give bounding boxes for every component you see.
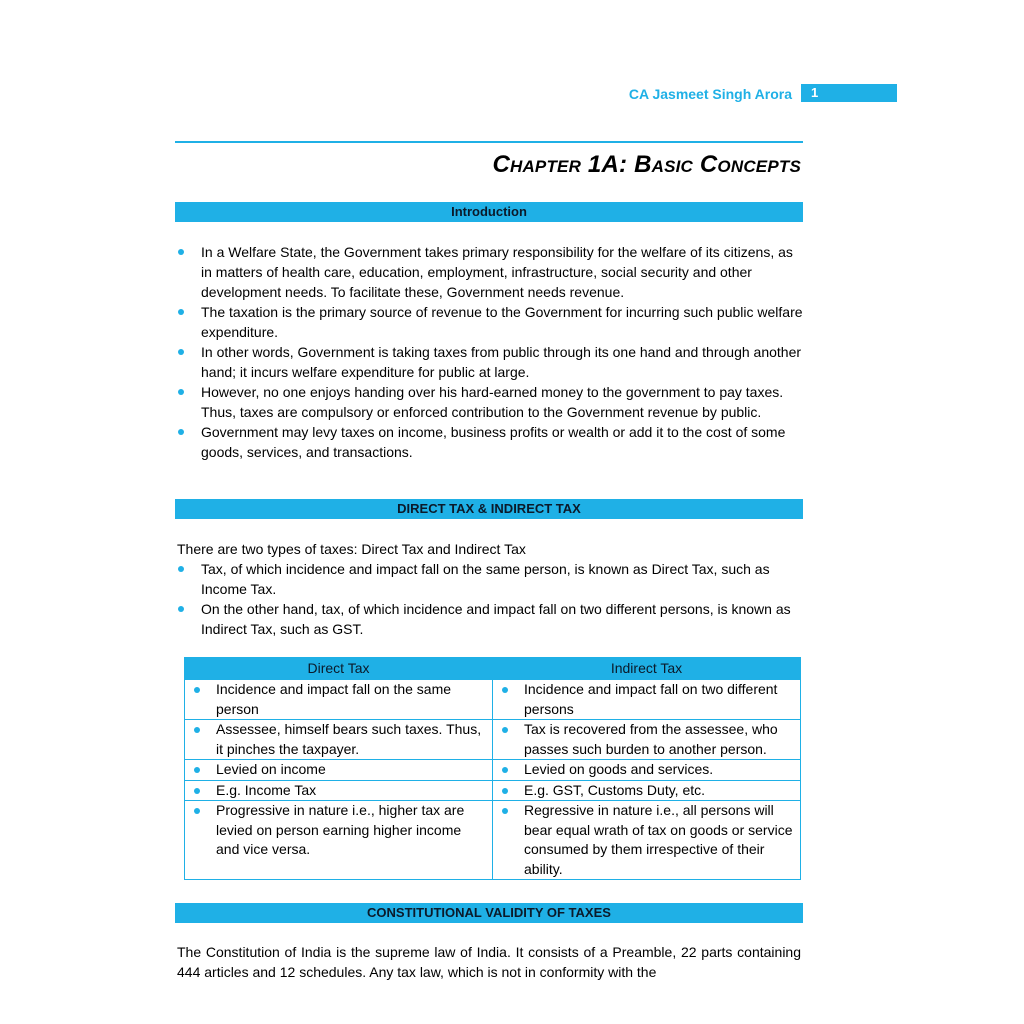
- introduction-list: [175, 242, 805, 462]
- comparison-table: [184, 657, 801, 880]
- list-item-text: Tax, of which incidence and impact fall on the same person, is known as Direct Tax, such as Income Tax.: [201, 561, 770, 597]
- bullet-icon: [194, 767, 200, 773]
- bullet-icon: [178, 566, 184, 572]
- table-row: [185, 760, 801, 781]
- bullet-icon: [194, 687, 200, 693]
- column-header-direct-tax: Direct Tax: [185, 658, 493, 680]
- table-row: [185, 801, 801, 880]
- section-heading-direct-indirect: DIRECT TAX & INDIRECT TAX: [175, 499, 803, 519]
- table-cell: [493, 720, 801, 760]
- cell-text: Assessee, himself bears such taxes. Thus, it pinches the taxpayer.: [216, 721, 482, 757]
- bullet-icon: [194, 808, 200, 814]
- page-number: 1: [801, 84, 897, 102]
- column-header-indirect-tax: Indirect Tax: [493, 658, 801, 680]
- list-item: [175, 559, 805, 599]
- table-cell: [493, 760, 801, 781]
- cell-text: Progressive in nature i.e., higher tax are levied on person earning higher income and vice versa.: [216, 802, 465, 857]
- chapter-rule: [175, 141, 803, 143]
- list-item-text: On the other hand, tax, of which incidence and impact fall on two different persons, is known as Indirect Tax, such as GST.: [201, 601, 791, 637]
- table-row: [185, 680, 801, 720]
- header-author: CA Jasmeet Singh Arora: [628, 86, 792, 102]
- bullet-icon: [502, 788, 508, 794]
- list-item: [175, 382, 805, 422]
- table-row: [185, 780, 801, 801]
- table-cell: [493, 801, 801, 880]
- list-item: [175, 242, 805, 302]
- table-cell: [493, 680, 801, 720]
- table-header-row: [185, 658, 801, 680]
- cell-text: E.g. GST, Customs Duty, etc.: [524, 781, 706, 798]
- bullet-icon: [194, 727, 200, 733]
- list-item: [175, 422, 805, 462]
- list-item-text: In other words, Government is taking taxes from public through its one hand and through another hand; it incurs welfare expenditure for public at large.: [201, 344, 802, 380]
- cell-text: Levied on income: [216, 761, 326, 777]
- bullet-icon: [502, 767, 508, 773]
- list-item: [175, 302, 805, 342]
- bullet-icon: [178, 606, 184, 612]
- bullet-icon: [178, 249, 184, 255]
- bullet-icon: [178, 429, 184, 435]
- constitutional-text: The Constitution of India is the supreme law of India. It consists of a Preamble, 22 parts containing 444 articles and 12 schedules. Any tax law, which is not in conformity with the: [177, 944, 801, 980]
- cell-text: Levied on goods and services.: [524, 761, 714, 777]
- cell-text: Tax is recovered from the assessee, who passes such burden to another person.: [524, 721, 778, 757]
- bullet-icon: [502, 727, 508, 733]
- cell-text: Incidence and impact fall on the same person: [216, 681, 452, 717]
- list-item-text: However, no one enjoys handing over his hard-earned money to the government to pay taxes. Thus, taxes are compulsory or enforced contribution to the Government revenue by public.: [201, 384, 784, 420]
- table-row: [185, 720, 801, 760]
- bullet-icon: [194, 788, 200, 794]
- list-item-text: In a Welfare State, the Government takes primary responsibility for the welfare of its citizens, as in matters of health care, education, employment, infrastructure, social security and other development needs. To facilitate these, Government needs revenue.: [201, 244, 793, 300]
- list-item: [175, 599, 805, 639]
- table-cell: [185, 760, 493, 781]
- bullet-icon: [178, 389, 184, 395]
- section-heading-constitutional: CONSTITUTIONAL VALIDITY OF TAXES: [175, 903, 803, 923]
- cell-text: Regressive in nature i.e., all persons will bear equal wrath of tax on goods or service consumed by them irrespective of their ability.: [524, 802, 793, 877]
- bullet-icon: [178, 309, 184, 315]
- direct-indirect-list: [175, 559, 805, 639]
- table-cell: [185, 720, 493, 760]
- section-heading-introduction: Introduction: [175, 202, 803, 222]
- bullet-icon: [178, 349, 184, 355]
- cell-text: Incidence and impact fall on two different persons: [524, 681, 778, 717]
- table-cell: [185, 680, 493, 720]
- table-cell: [185, 780, 493, 801]
- bullet-icon: [502, 687, 508, 693]
- list-item: [175, 342, 805, 382]
- direct-indirect-intro: There are two types of taxes: Direct Tax and Indirect Tax: [177, 541, 526, 557]
- table-cell: [493, 780, 801, 801]
- cell-text: E.g. Income Tax: [216, 781, 317, 798]
- chapter-title: Chapter 1A: Basic Concepts: [492, 151, 801, 178]
- table-cell: [185, 801, 493, 880]
- bullet-icon: [502, 808, 508, 814]
- list-item-text: Government may levy taxes on income, business profits or wealth or add it to the cost of some goods, services, and transactions.: [201, 424, 786, 460]
- list-item-text: The taxation is the primary source of revenue to the Government for incurring such public welfare expenditure.: [201, 304, 803, 340]
